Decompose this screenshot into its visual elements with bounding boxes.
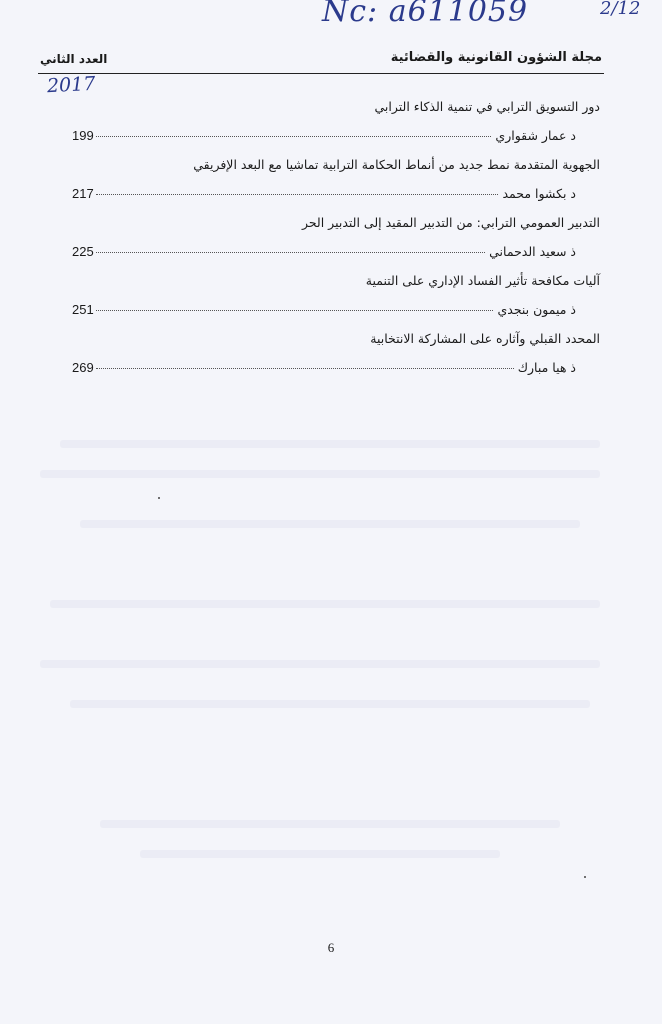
toc-entry-page: 251 — [72, 302, 94, 317]
speck-mark — [584, 876, 586, 878]
toc-entry-author: د عمار شقواري — [495, 128, 576, 143]
bleed-through-line — [70, 700, 590, 708]
header-rule — [38, 73, 604, 74]
toc-entry-page: 225 — [72, 244, 94, 259]
toc-entry-author-line — [72, 350, 600, 386]
handwritten-catalog-code: Nc: a611059 — [322, 0, 529, 29]
dot-leader — [96, 310, 494, 311]
dot-leader — [96, 194, 499, 195]
toc-entry-author-line — [72, 234, 600, 270]
toc-entry-title: الجهوية المتقدمة نمط جديد من أنماط الحكامة الترابية تماشيا مع البعد الإفريقي — [193, 157, 600, 172]
bleed-through-line — [60, 440, 600, 448]
toc-entry — [72, 212, 600, 270]
toc-entry-page: 199 — [72, 128, 94, 143]
toc-entry-page: 269 — [72, 360, 94, 375]
bleed-through-line — [100, 820, 560, 828]
dot-leader — [96, 136, 492, 137]
toc-entry-author-line — [72, 176, 600, 212]
toc-entry-author-line — [72, 118, 600, 154]
toc-entry-author: ذ ميمون بنجدي — [497, 302, 576, 317]
toc-entry-title: التدبير العمومي الترابي: من التدبير المقيد إلى التدبير الحر — [301, 215, 600, 230]
bleed-through-line — [80, 520, 580, 528]
issue-label: العدد الثاني — [40, 52, 108, 66]
speck-mark — [158, 497, 160, 499]
toc-entry-title: آليات مكافحة تأثير الفساد الإداري على التنمية — [365, 273, 600, 288]
toc-entry — [72, 328, 600, 386]
bleed-through-line — [50, 600, 600, 608]
dot-leader — [96, 252, 485, 253]
bleed-through-line — [140, 850, 500, 858]
toc-entry-author: د بكشوا محمد — [502, 186, 576, 201]
toc-entry-author: ذ سعيد الدحماني — [489, 244, 576, 259]
toc-entry — [72, 154, 600, 212]
table-of-contents — [72, 96, 600, 386]
bleed-through-line — [40, 470, 600, 478]
toc-entry-page: 217 — [72, 186, 94, 201]
bleed-through-line — [40, 660, 600, 668]
page-number: 6 — [327, 940, 335, 955]
dot-leader — [96, 368, 514, 369]
toc-entry-author: ذ هيا مبارك — [517, 360, 576, 375]
handwritten-year: 2017 — [46, 72, 96, 98]
toc-entry — [72, 96, 600, 154]
journal-title: مجلة الشؤون القانونية والقضائية — [390, 50, 602, 65]
toc-entry — [72, 270, 600, 328]
handwritten-corner-mark: 2/12 — [600, 0, 641, 19]
toc-entry-author-line — [72, 292, 600, 328]
toc-entry-title: دور التسويق الترابي في تنمية الذكاء الترابي — [374, 99, 600, 114]
toc-entry-title: المحدد القبلي وآثاره على المشاركة الانتخابية — [370, 331, 600, 346]
